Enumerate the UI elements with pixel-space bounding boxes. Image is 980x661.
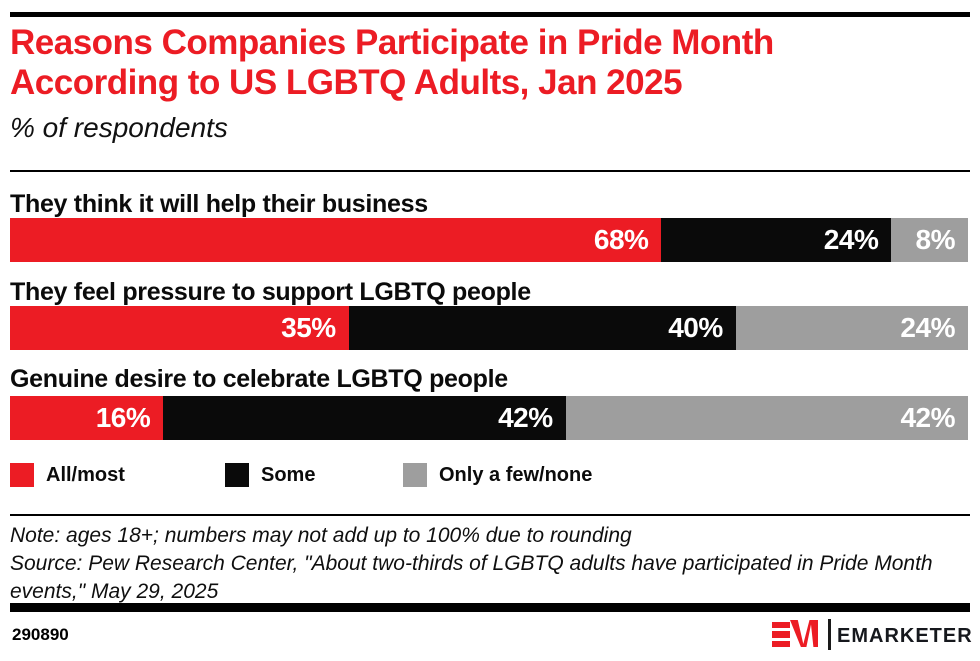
bar-row	[10, 306, 968, 350]
category-label: They feel pressure to support LGBTQ people	[10, 278, 531, 306]
divider-line	[10, 170, 970, 172]
brand-name: EMARKETER	[837, 625, 973, 647]
page-title	[10, 23, 774, 103]
value-label: 42%	[498, 402, 553, 433]
bar-segment	[661, 218, 891, 262]
bottom-accent-bar	[10, 603, 970, 612]
category-label: They think it will help their business	[10, 190, 428, 218]
category-label: Genuine desire to celebrate LGBTQ people	[10, 365, 508, 393]
bar-segment	[736, 306, 968, 350]
bar-segment	[163, 396, 565, 440]
value-label: 16%	[95, 402, 151, 433]
legend-item	[10, 463, 125, 487]
emarketer-logo	[772, 618, 972, 652]
value-label: 40%	[668, 312, 723, 343]
note-text: Note: ages 18+; numbers may not add up to 100% due to rounding	[10, 524, 632, 547]
value-label: 42%	[900, 402, 955, 433]
value-label: 24%	[900, 312, 955, 343]
top-accent-bar	[10, 12, 970, 17]
page-title-line1: Reasons Companies Participate in Pride Month	[10, 23, 774, 62]
bar-row	[10, 396, 968, 440]
legend-item	[403, 463, 592, 487]
legend-item	[225, 463, 315, 487]
divider-line	[10, 514, 970, 516]
source-text: Source: Pew Research Center, "About two-thirds of LGBTQ adults have participated in Pride Month events," May 29, 2025	[10, 552, 933, 603]
page-subtitle: % of respondents	[10, 112, 228, 143]
legend-label: Only a few/none	[439, 463, 593, 486]
logo-divider	[828, 619, 831, 650]
value-label: 8%	[915, 224, 955, 255]
bar-segment	[10, 218, 661, 262]
value-label: 24%	[823, 224, 879, 255]
bar-segment	[891, 218, 968, 262]
legend-swatch-only-few-none	[403, 463, 427, 487]
legend-swatch-all-most	[10, 463, 34, 487]
footnotes	[10, 522, 970, 606]
legend-label: Some	[261, 463, 316, 486]
bar-segment	[10, 306, 349, 350]
value-label: 35%	[281, 312, 336, 343]
bar-segment	[349, 306, 736, 350]
emarketer-logo-m-icon	[790, 620, 818, 647]
page-title-line2: According to US LGBTQ Adults, Jan 2025	[10, 63, 683, 102]
value-label: 68%	[593, 224, 649, 255]
chart-id: 290890	[12, 625, 69, 644]
legend-swatch-some	[225, 463, 249, 487]
emarketer-logo-e-icon	[772, 622, 790, 647]
bar-segment	[10, 396, 163, 440]
bar-row	[10, 218, 968, 262]
bar-segment	[566, 396, 968, 440]
legend-label: All/most	[46, 463, 125, 486]
